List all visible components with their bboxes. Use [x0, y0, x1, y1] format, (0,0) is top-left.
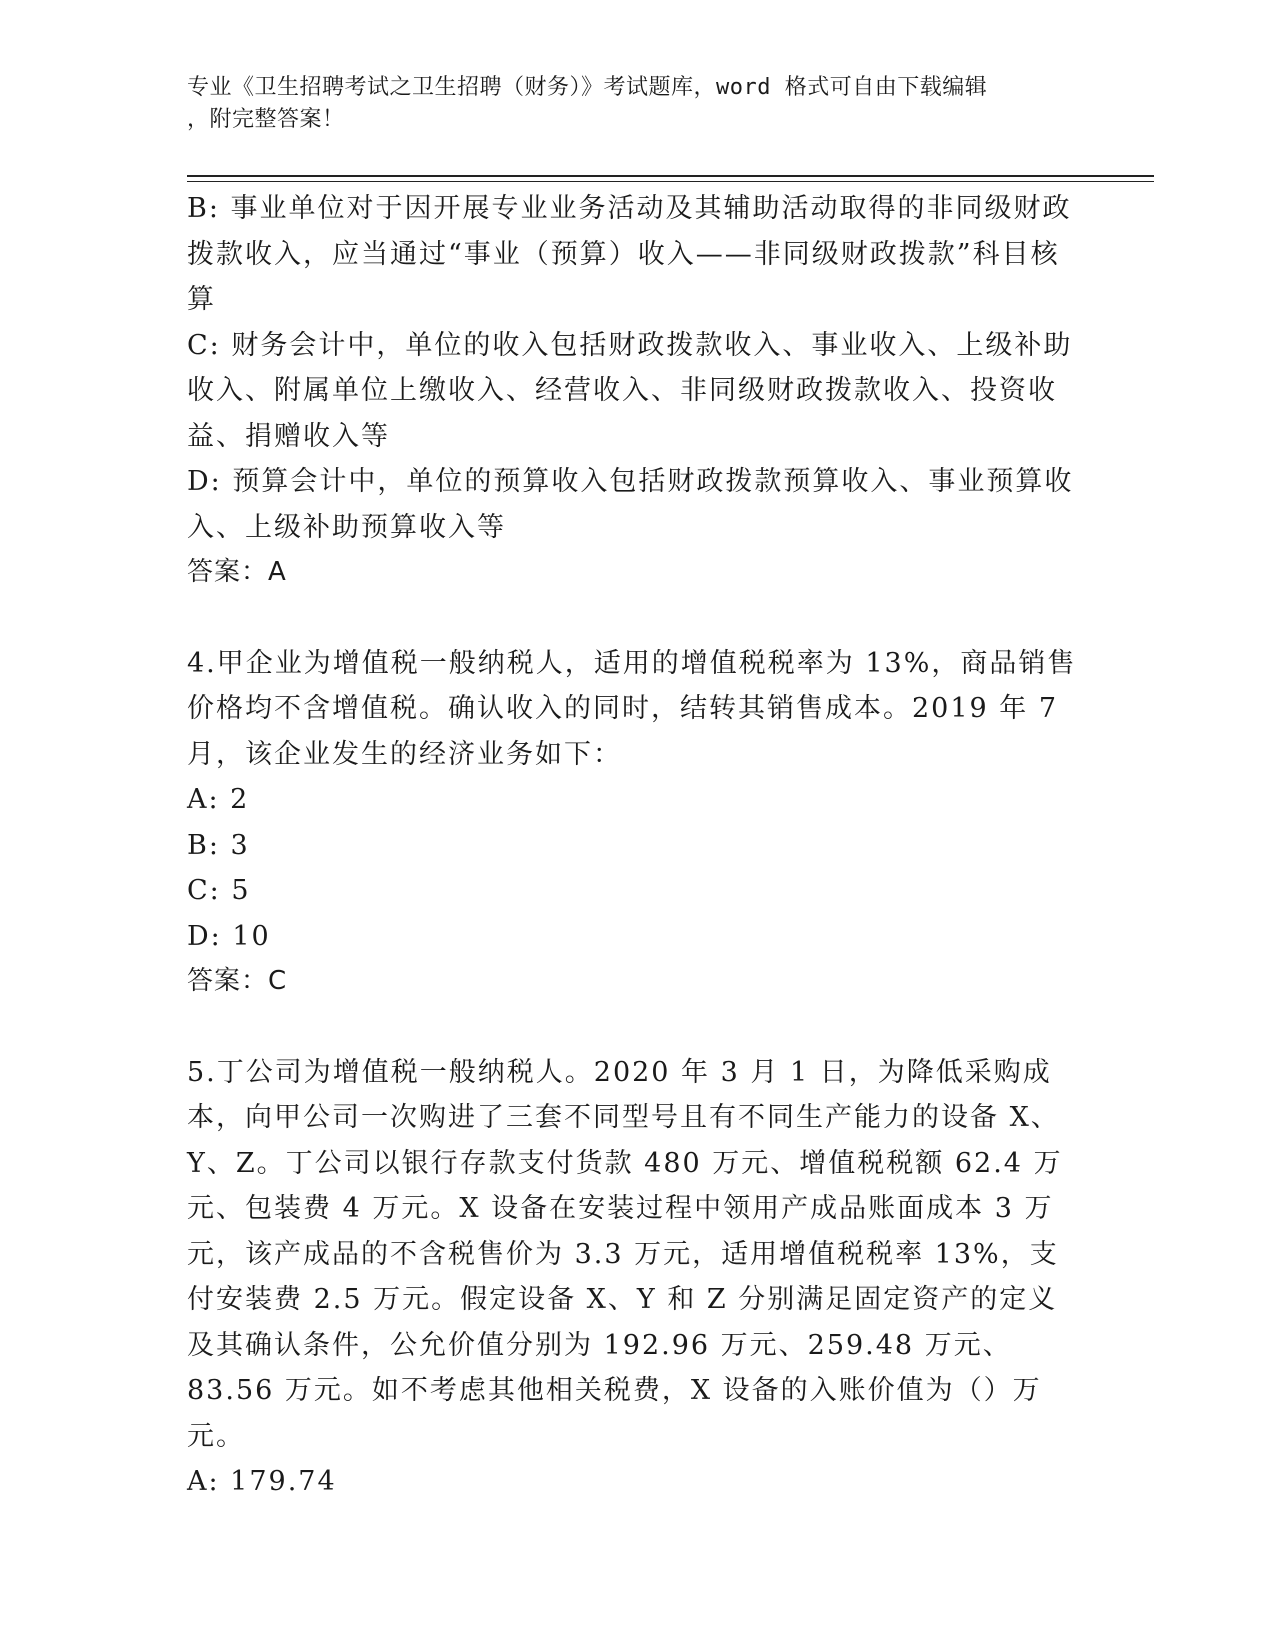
q3-answer: 答案：A	[187, 557, 287, 587]
page-header	[187, 72, 1067, 136]
q3-option-c: C: 财务会计中，单位的收入包括财政拨款收入、事业收入、上级补助收入、附属单位上缴收入、经营收入、非同级财政拨款收入、投资收益、捐赠收入等	[187, 329, 1073, 452]
question-content	[187, 186, 1077, 1505]
q5-stem: 5.丁公司为增值税一般纳税人。2020 年 3 月 1 日，为降低采购成本，向甲公司一次购进了三套不同型号且有不同生产能力的设备 X、Y、Z。丁公司以银行存款支付货款 480 万元、增值税税额 62.4 万元、包装费 4 万元。X 设备在安装过程中领用产成品账面成本 3 万元，该产成品的不含税售价为 3.3 万元，适用增值税税率 13%，支付安装费 2.5 万元。假定设备 X、Y 和 Z 分别满足固定资产的定义及其确认条件，公允价值分别为 192.96 万元、259.48 万元、83.56 万元。如不考虑其他相关税费，X 设备的入账价值为（）万元。	[187, 1056, 1063, 1452]
q3-option-b: B: 事业单位对于因开展专业业务活动及其辅助活动取得的非同级财政拨款收入，应当通过“事业（预算）收入——非同级财政拨款”科目核算	[187, 193, 1072, 315]
q4-option-a: A: 2	[187, 784, 250, 815]
q3-option-d: D: 预算会计中，单位的预算收入包括财政拨款预算收入、事业预算收入、上级补助预算收入等	[187, 466, 1074, 543]
spacer	[187, 596, 1077, 641]
q4-option-b: B: 3	[187, 829, 250, 861]
q4-option-d: D: 10	[187, 920, 271, 952]
spacer	[187, 1005, 1077, 1050]
header-line-1: 专业《卫生招聘考试之卫生招聘（财务）》考试题库，word 格式可自由下载编辑	[187, 75, 988, 100]
q4-stem: 4.甲企业为增值税一般纳税人，适用的增值税税率为 13%，商品销售价格均不含增值税。确认收入的同时，结转其销售成本。2019 年 7 月，该企业发生的经济业务如下：	[187, 647, 1077, 770]
q4-answer: 答案：C	[187, 966, 288, 996]
header-line-2: ，附完整答案！	[187, 107, 345, 132]
header-rule-thick	[187, 175, 1154, 177]
q4-option-c: C: 5	[187, 875, 251, 906]
q5-option-a: A: 179.74	[187, 1466, 337, 1497]
header-rule-thin	[187, 181, 1154, 182]
